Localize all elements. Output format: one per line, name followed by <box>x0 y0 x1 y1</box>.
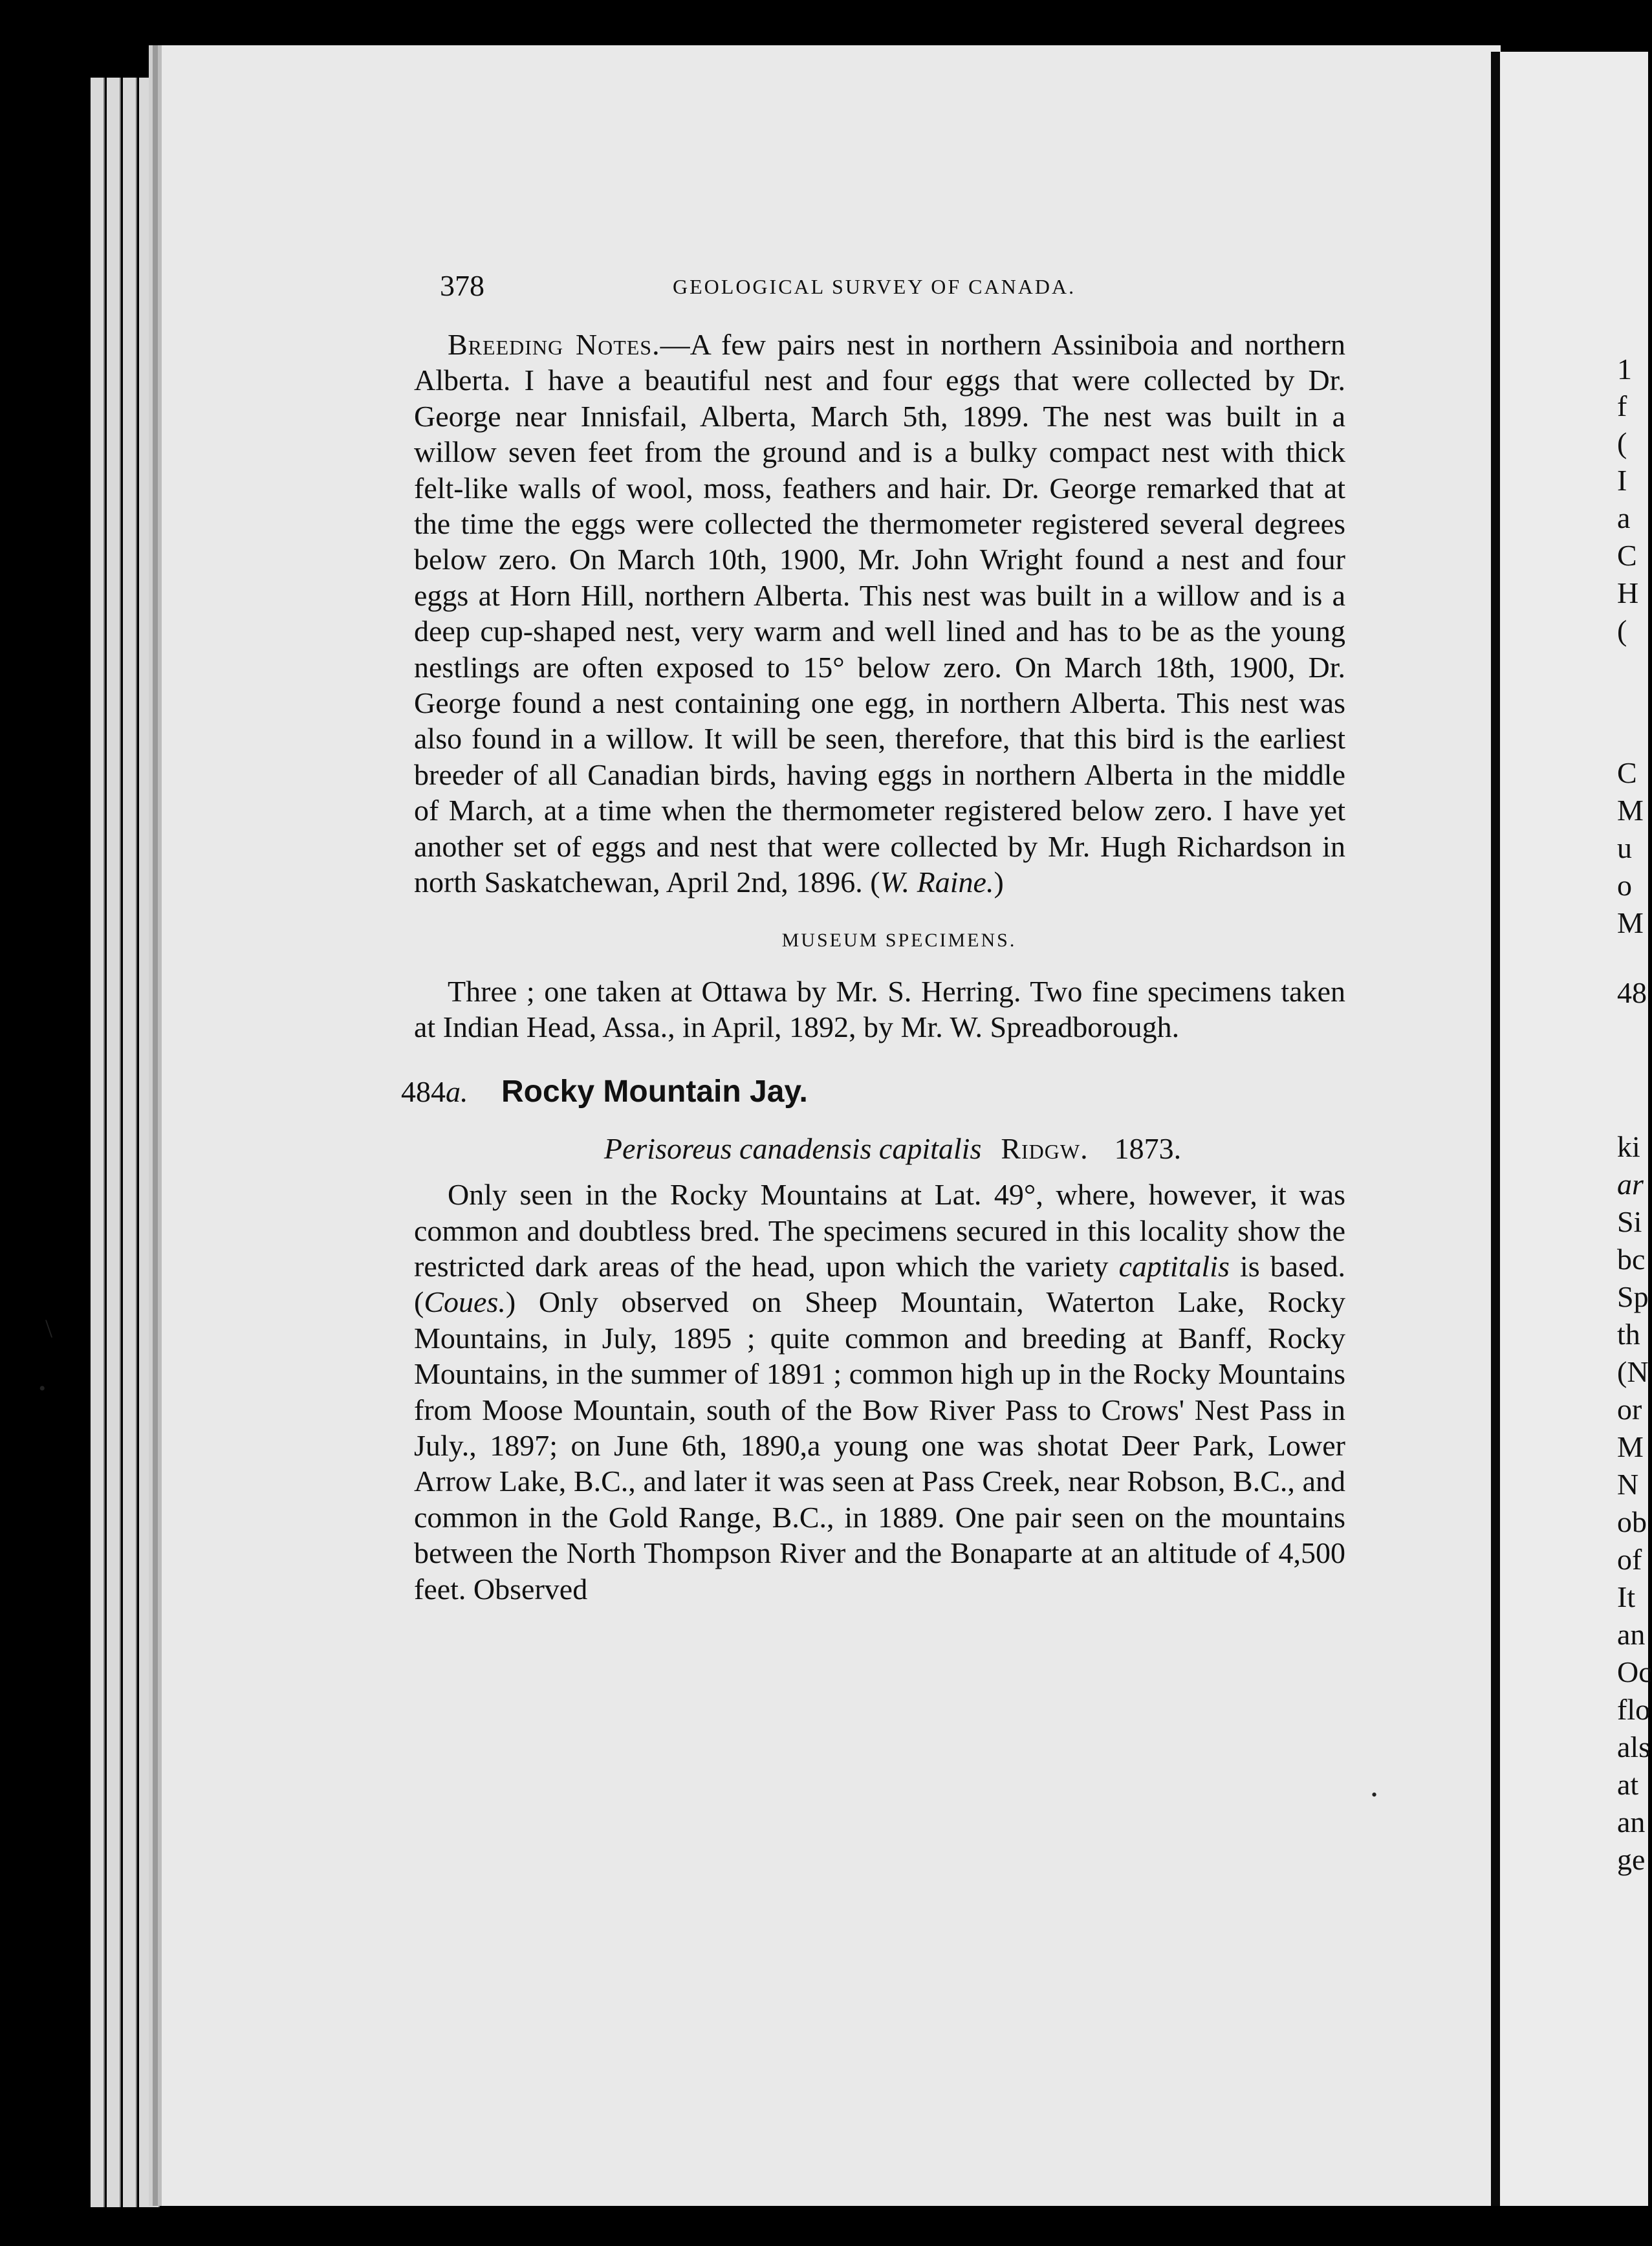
account-text-2: is based. ( <box>414 1249 1345 1319</box>
facing-fragment: bc <box>1617 1243 1646 1276</box>
facing-fragment: ( <box>1617 614 1627 647</box>
running-title: GEOLOGICAL SURVEY OF CANADA. <box>673 275 1076 298</box>
facing-fragment: an <box>1617 1618 1646 1651</box>
facing-fragment: It <box>1617 1580 1636 1613</box>
breeding-notes-text: —A few pairs nest in northern Assiniboia and northern Alberta. I have a beautiful nest and four eggs that were collected by Dr. George near Innisfail, Alberta, March 5th, 1899. The nest was built in a willow seven feet from the ground and is a bulky compact nest with thick felt-like walls of wool, moss, feathers and hair. Dr. George remarked that at the time the eggs were collected the thermometer registered several degrees below zero. On March 10th, 1900, Mr. John Wright found a nest and four eggs at Horn Hill, northern Alberta. This nest was built in a willow and is a deep cup-shaped nest, very warm and well lined and has to be as the young nestlings are often exposed to 15° below zero. On March 18th, 1900, Dr. George found a nest containing one egg, in northern Alberta. This nest was also found in a willow. It will be seen, therefore, that this bird is the earliest breeder of all Canadian birds, having eggs in northern Alberta in the middle of March, at a time when the thermometer registered below zero. I have yet another set of eggs and nest that were collected by Mr. Hugh Richardson in north Saskatchewan, April 2nd, 1896. ( <box>414 328 1345 899</box>
facing-fragment: ar <box>1617 1168 1644 1201</box>
facing-fragment: 1 <box>1617 353 1632 386</box>
facing-fragment: M <box>1617 1430 1644 1463</box>
facing-fragment: flo <box>1617 1693 1651 1726</box>
facing-fragment: th <box>1617 1318 1640 1351</box>
facing-fragment: u <box>1617 831 1632 864</box>
account-variety: captitalis <box>1118 1249 1230 1283</box>
page-stack-edge <box>91 78 105 2207</box>
species-number <box>401 1075 468 1108</box>
facing-fragment: ge <box>1617 1843 1646 1876</box>
species-authority: Ridgw. <box>1001 1131 1089 1165</box>
facing-fragment: N <box>1617 1468 1639 1501</box>
facing-fragment: 48 <box>1617 976 1647 1009</box>
facing-fragment: Oc <box>1617 1655 1652 1688</box>
species-heading <box>401 1074 1345 1113</box>
species-number-value: 484 <box>401 1074 446 1108</box>
main-text <box>401 327 1345 1607</box>
page-stack-edge <box>139 78 160 2207</box>
museum-specimens-paragraph: Three ; one taken at Ottawa by Mr. S. Herring. Two fine specimens taken at Indian Head, Assa., in April, 1892, by Mr. W. Spreadborough. <box>414 974 1345 1044</box>
scan-speck: \ <box>45 1314 53 1343</box>
facing-fragment: C <box>1617 756 1637 789</box>
breeding-notes-citation: W. Raine. <box>880 866 994 899</box>
species-account-paragraph <box>414 1177 1345 1607</box>
species-scientific-name: Perisoreus canadensis capitalis <box>603 1131 982 1165</box>
account-text-1: Only seen in the Rocky Mountains at Lat. 49°, where, however, it was common and doubtless bred. The specimens secured in this locality show the restricted dark areas of the head, upon which the variety <box>414 1178 1345 1283</box>
facing-fragment: a <box>1617 501 1631 534</box>
book-gutter <box>1491 52 1500 2206</box>
running-head <box>440 268 1358 307</box>
scan-speck: • <box>1371 1785 1378 1804</box>
facing-fragment: f <box>1617 389 1627 422</box>
facing-fragment: Si <box>1617 1205 1642 1238</box>
facing-fragment: or <box>1617 1393 1642 1426</box>
facing-fragment: Sp <box>1617 1280 1649 1313</box>
facing-fragment: ( <box>1617 426 1627 459</box>
breeding-notes-paragraph <box>414 327 1345 900</box>
account-text-3: ) Only observed on Sheep Mountain, Waterton Lake, Rocky Mountains, in July, 1895 ; quite common and breeding at Banff, Rocky Mountains, in the summer of 1891 ; common high up in the Rocky Mountains from Moose Mountain, south of the Bow River Pass to Crows' Nest Pass in July., 1897; on June 6th, 1890,a young one was shotat Deer Park, Lower Arrow Lake, B.C., and later it was seen at Pass Creek, near Robson, B.C., and common in the Gold Range, B.C., in 1889. One pair seen on the mountains between the North Thompson River and the Bonaparte at an altitude of 4,500 feet. Observed <box>414 1285 1345 1606</box>
museum-specimens-heading: MUSEUM SPECIMENS. <box>781 929 1017 951</box>
facing-fragment: o <box>1617 869 1632 902</box>
species-number-suffix: a. <box>446 1074 468 1108</box>
species-common-name: Rocky Mountain Jay. <box>501 1074 808 1109</box>
facing-fragment: als <box>1617 1730 1651 1763</box>
breeding-notes-close: ) <box>994 866 1004 899</box>
page-stack-edge <box>107 78 121 2207</box>
scan-speck: • <box>39 1378 46 1399</box>
page-stack-edge <box>123 78 137 2207</box>
facing-fragment: ki <box>1617 1130 1640 1163</box>
page-number: 378 <box>440 269 484 302</box>
facing-fragment: M <box>1617 794 1644 827</box>
facing-fragment: I <box>1617 464 1627 497</box>
facing-fragment: at <box>1617 1768 1639 1801</box>
facing-fragment: M <box>1617 906 1644 939</box>
facing-fragment: ob <box>1617 1505 1647 1538</box>
species-year: 1873. <box>1114 1131 1182 1165</box>
facing-fragment: H <box>1617 576 1639 609</box>
facing-fragment: (N <box>1617 1355 1649 1388</box>
breeding-notes-lead: Breeding Notes. <box>448 328 660 361</box>
facing-fragment: an <box>1617 1805 1646 1838</box>
facing-fragment: of <box>1617 1543 1642 1576</box>
species-scientific-line <box>440 1131 1345 1166</box>
facing-fragment: C <box>1617 539 1637 572</box>
account-citation: Coues. <box>424 1285 506 1319</box>
